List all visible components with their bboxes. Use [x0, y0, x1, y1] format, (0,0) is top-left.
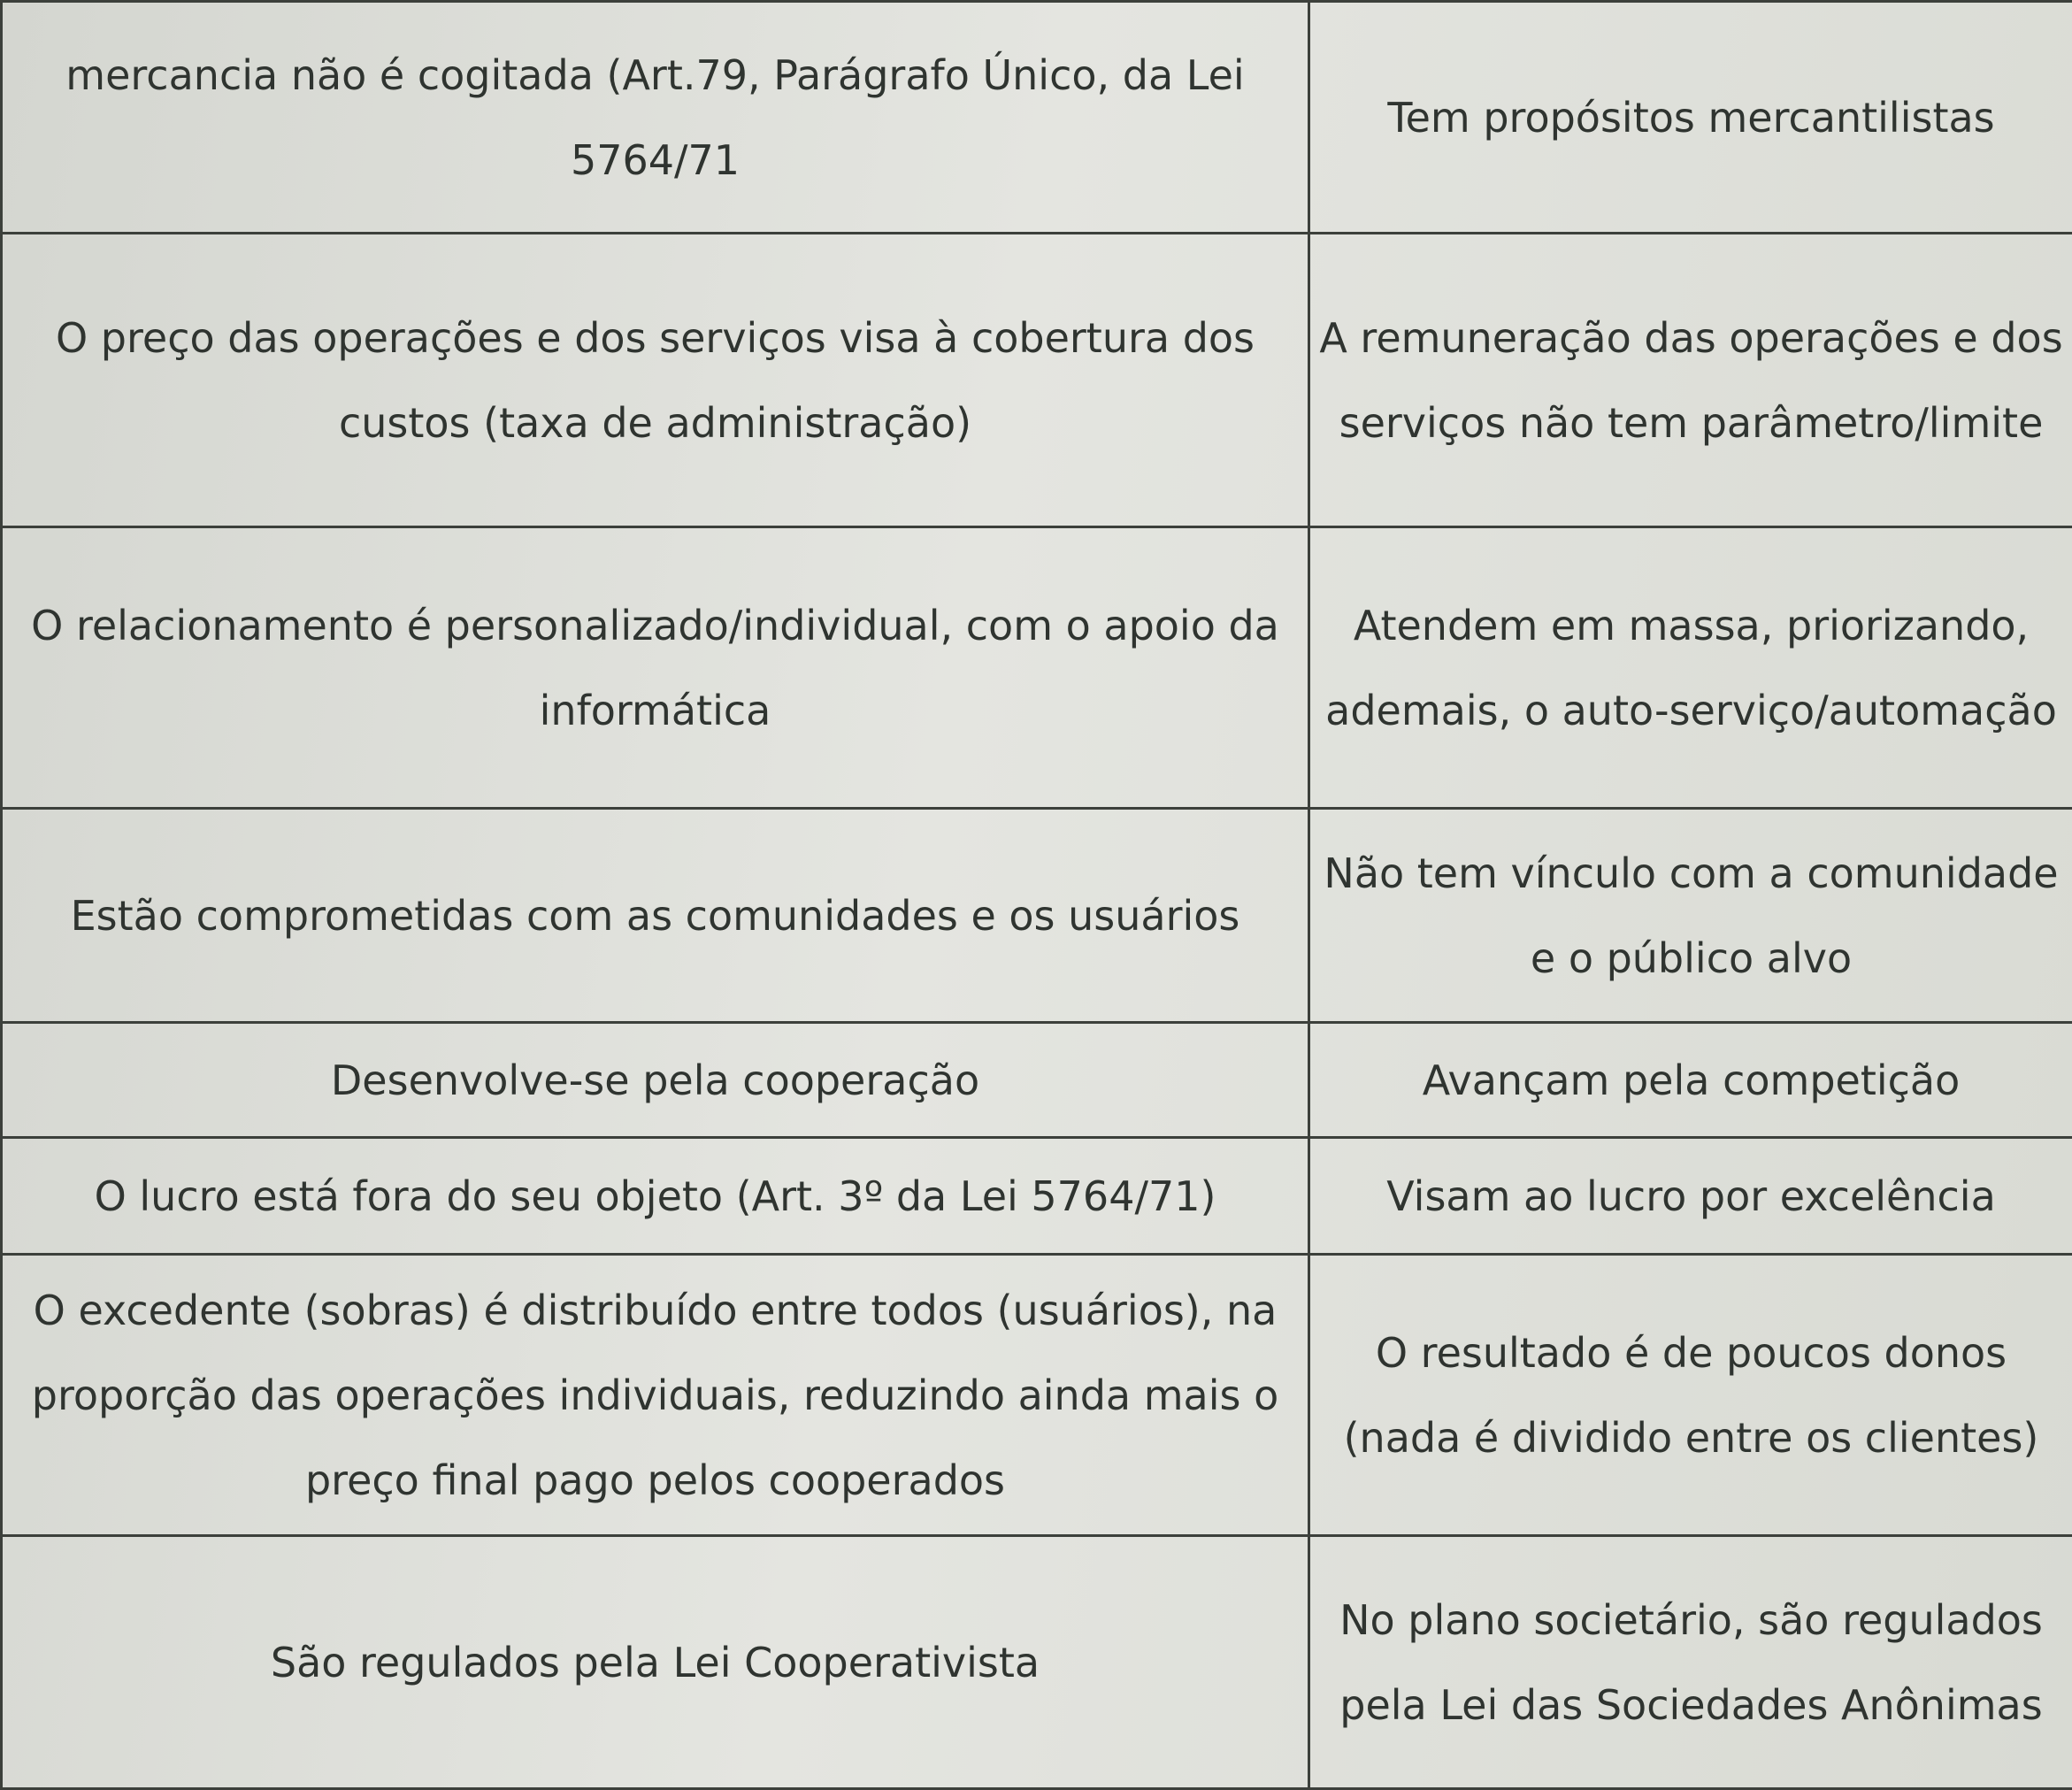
table-row: [2, 527, 2072, 809]
cooperative-cell: Desenvolve-se pela cooperação: [2, 1023, 1309, 1138]
table-row: [2, 1255, 2072, 1536]
cooperative-cell: O relacionamento é personalizado/individual, com o apoio da informática: [2, 527, 1309, 809]
table-row: [2, 809, 2072, 1023]
cooperative-cell: São regulados pela Lei Cooperativista: [2, 1536, 1309, 1789]
company-cell: Visam ao lucro por excelência: [1309, 1138, 2072, 1255]
company-cell: Não tem vínculo com a comunidade e o público alvo: [1309, 809, 2072, 1023]
table-row: [2, 2, 2072, 234]
company-cell: No plano societário, são regulados pela Lei das Sociedades Anônimas: [1309, 1536, 2072, 1789]
company-cell: Tem propósitos mercantilistas: [1309, 2, 2072, 234]
cooperative-cell: mercancia não é cogitada (Art.79, Parágrafo Único, da Lei 5764/71: [2, 2, 1309, 234]
company-cell: Avançam pela competição: [1309, 1023, 2072, 1138]
cooperative-cell: O lucro está fora do seu objeto (Art. 3º da Lei 5764/71): [2, 1138, 1309, 1255]
cooperative-cell: Estão comprometidas com as comunidades e os usuários: [2, 809, 1309, 1023]
cooperative-cell: O preço das operações e dos serviços visa à cobertura dos custos (taxa de administração): [2, 234, 1309, 527]
table-row: [2, 1023, 2072, 1138]
table-row: [2, 1536, 2072, 1789]
cooperative-cell: O excedente (sobras) é distribuído entre todos (usuários), na proporção das operações individuais, reduzindo ainda mais o preço final pago pelos cooperados: [2, 1255, 1309, 1536]
company-cell: O resultado é de poucos donos (nada é dividido entre os clientes): [1309, 1255, 2072, 1536]
company-cell: Atendem em massa, priorizando, ademais, o auto-serviço/automação: [1309, 527, 2072, 809]
company-cell: A remuneração das operações e dos serviços não tem parâmetro/limite: [1309, 234, 2072, 527]
table-row: [2, 1138, 2072, 1255]
table-row: [2, 234, 2072, 527]
